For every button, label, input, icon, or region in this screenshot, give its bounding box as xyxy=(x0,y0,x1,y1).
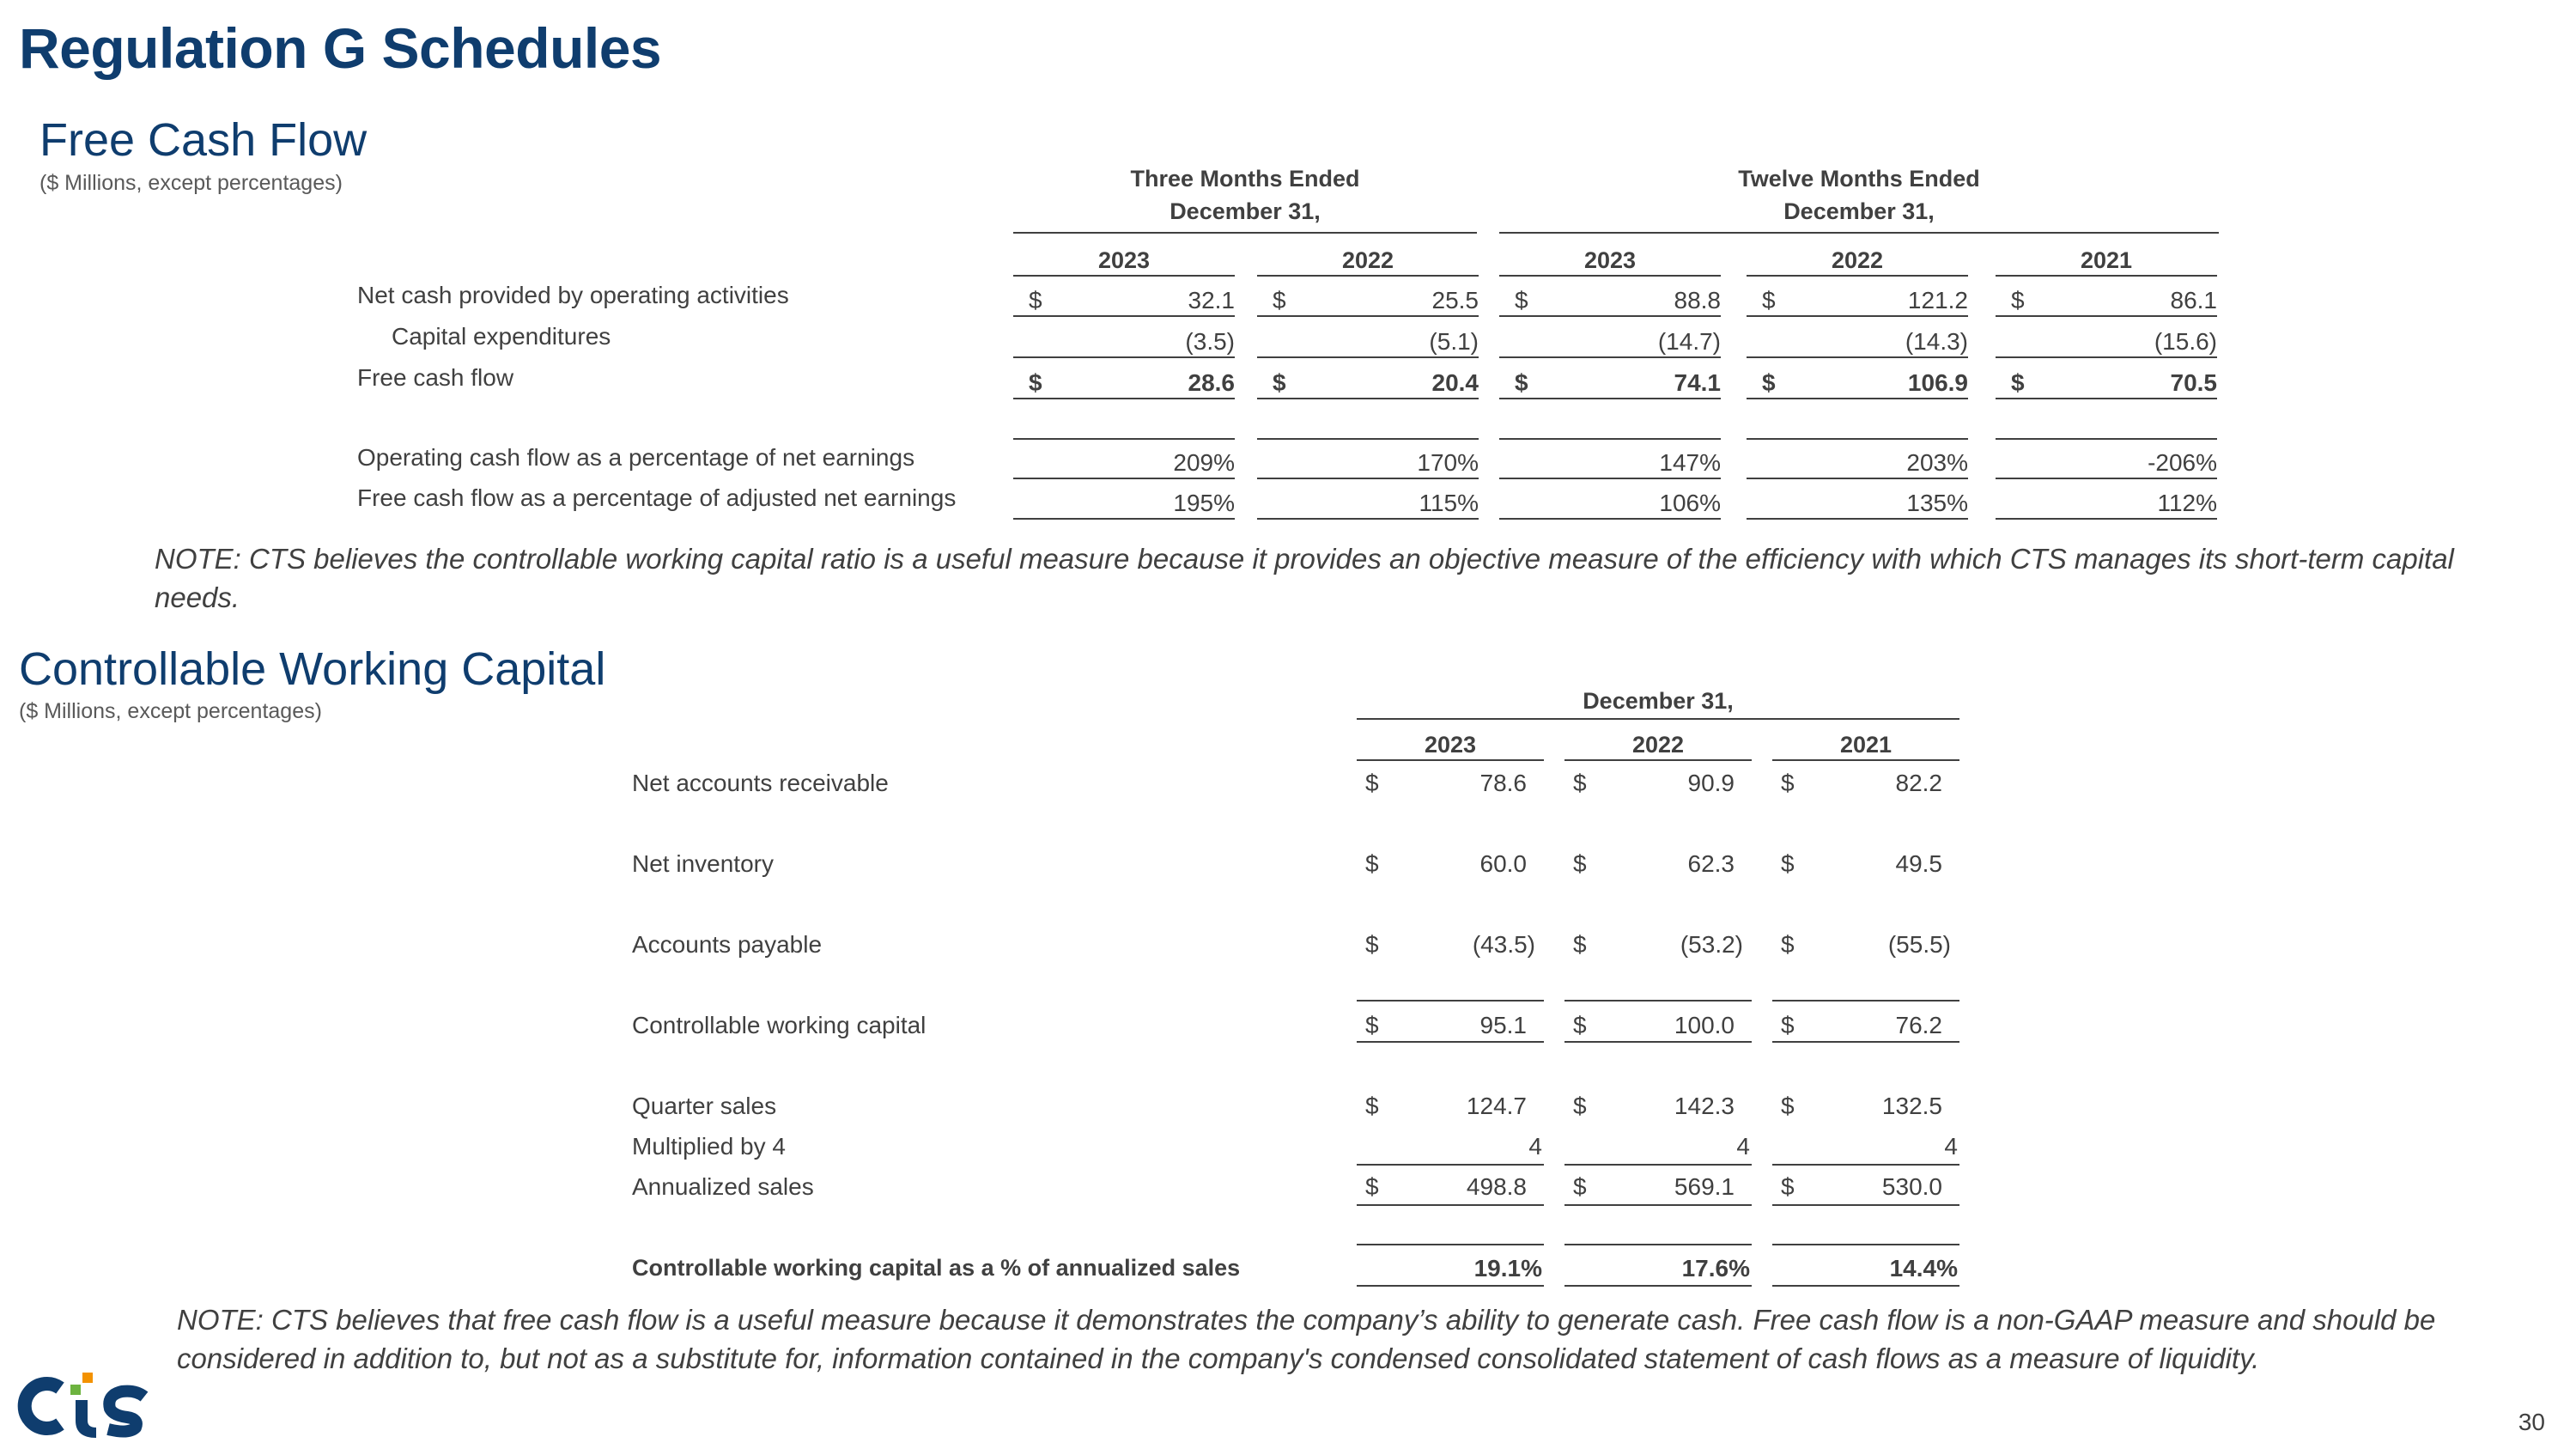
fcf-group-rule xyxy=(1013,232,1477,234)
cwc-rule xyxy=(1357,1041,1544,1043)
fcf-subtitle: ($ Millions, except percentages) xyxy=(39,171,343,195)
cwc-cell: $ (53.2) xyxy=(1573,931,1743,958)
fcf-cell: 115% xyxy=(1419,490,1479,516)
cwc-cell: $ 498.8 xyxy=(1365,1173,1527,1200)
cwc-rule xyxy=(1564,1204,1752,1206)
fcf-cell: $ 74.1 xyxy=(1515,369,1721,396)
cwc-row-label: Net accounts receivable xyxy=(632,770,889,796)
fcf-rule xyxy=(1257,275,1479,277)
fcf-rule xyxy=(1499,438,1721,440)
cwc-group-header: December 31, xyxy=(1583,688,1734,714)
fcf-cell: $ 88.8 xyxy=(1515,287,1721,314)
fcf-rule xyxy=(1996,275,2217,277)
fcf-rule xyxy=(1747,438,1968,440)
cwc-row-label: Net inventory xyxy=(632,850,774,877)
fcf-rule xyxy=(1499,478,1721,479)
fcf-year-header: 2022 xyxy=(1341,247,1394,273)
fcf-rule xyxy=(1013,438,1235,440)
cwc-rule xyxy=(1357,1244,1544,1245)
fcf-group-rule xyxy=(1499,232,2219,234)
cwc-rule xyxy=(1564,1244,1752,1245)
fcf-rule xyxy=(1013,315,1235,317)
cwc-rule xyxy=(1772,1164,1959,1166)
fcf-rule xyxy=(1257,438,1479,440)
cwc-rule xyxy=(1772,1204,1959,1206)
fcf-rule xyxy=(1996,315,2217,317)
fcf-cell: $ 121.2 xyxy=(1762,287,1968,314)
fcf-cell: 112% xyxy=(2157,490,2217,516)
cwc-row-label: Multiplied by 4 xyxy=(632,1133,786,1160)
cwc-rule xyxy=(1772,1244,1959,1245)
fcf-rule xyxy=(1013,356,1235,358)
cwc-rule xyxy=(1357,1164,1544,1166)
cwc-rule xyxy=(1772,1041,1959,1043)
cwc-cell: $ 60.0 xyxy=(1365,850,1527,877)
cts-logo xyxy=(15,1362,153,1440)
fcf-cell: 147% xyxy=(1659,449,1721,476)
fcf-rule xyxy=(1013,275,1235,277)
cwc-cell: $ 49.5 xyxy=(1781,850,1942,877)
cwc-cell: $ 76.2 xyxy=(1781,1012,1942,1038)
fcf-year-header: 2022 xyxy=(1831,247,1884,273)
cwc-rule xyxy=(1564,759,1752,761)
fcf-cell: 170% xyxy=(1417,449,1479,476)
cwc-cell: $ 82.2 xyxy=(1781,770,1942,796)
fcf-row-label: Free cash flow as a percentage of adjusted net earnings xyxy=(357,484,957,511)
fcf-rule xyxy=(1257,398,1479,399)
cwc-title: Controllable Working Capital xyxy=(19,643,606,695)
fcf-rule xyxy=(1013,518,1235,520)
cwc-rule xyxy=(1772,1000,1959,1002)
cwc-cell: $ 132.5 xyxy=(1781,1093,1942,1119)
cwc-rule xyxy=(1357,1000,1544,1002)
cwc-cell: $ 90.9 xyxy=(1573,770,1735,796)
cwc-rule xyxy=(1564,1000,1752,1002)
fcf-row-label: Free cash flow xyxy=(357,364,514,391)
fcf-cell: $ 86.1 xyxy=(2011,287,2217,314)
page-number: 30 xyxy=(2518,1409,2545,1435)
note-working-capital: NOTE: CTS believes the controllable working capital ratio is a useful measure because it provides an objective measure of the efficiency with which CTS manages its short-term capital needs. xyxy=(155,543,2454,613)
cwc-rule xyxy=(1564,1041,1752,1043)
fcf-rule xyxy=(1499,356,1721,358)
fcf-rule xyxy=(1499,518,1721,520)
fcf-rule xyxy=(1499,315,1721,317)
fcf-rule xyxy=(1013,398,1235,399)
cwc-cell: 17.6% xyxy=(1681,1255,1750,1282)
cwc-cell: $ 78.6 xyxy=(1365,770,1527,796)
cwc-cell: $ (55.5) xyxy=(1781,931,1951,958)
fcf-cell: (3.5) xyxy=(1185,328,1235,355)
cwc-cell: $ 569.1 xyxy=(1573,1173,1735,1200)
cwc-rule xyxy=(1772,1285,1959,1287)
cwc-year-header: 2021 xyxy=(1839,732,1893,758)
note-free-cash-flow: NOTE: CTS believes that free cash flow is a useful measure because it demonstrates the company’s ability to generate cash. Free cash flow is a non-GAAP measure and should be considered in addition to, but not as a substitute for, information contained in the company's condensed consolidated statement of cash flows as a measure of liquidity. xyxy=(177,1304,2436,1374)
fcf-cell: $ 28.6 xyxy=(1029,369,1235,396)
fcf-cell: (14.7) xyxy=(1657,328,1721,355)
cwc-rule xyxy=(1564,1285,1752,1287)
cwc-cell: 4 xyxy=(1528,1133,1542,1160)
fcf-cell: $ 25.5 xyxy=(1273,287,1479,314)
fcf-cell: $ 106.9 xyxy=(1762,369,1968,396)
fcf-rule xyxy=(1996,438,2217,440)
fcf-title: Free Cash Flow xyxy=(39,114,368,166)
fcf-rule xyxy=(1257,356,1479,358)
cwc-cell: 14.4% xyxy=(1889,1255,1958,1282)
fcf-cell: 195% xyxy=(1173,490,1235,516)
fcf-rule xyxy=(1747,478,1968,479)
fcf-rule xyxy=(1257,478,1479,479)
cwc-row-label: Quarter sales xyxy=(632,1093,777,1119)
fcf-rule xyxy=(1257,518,1479,520)
fcf-rule xyxy=(1996,398,2217,399)
fcf-cell: 135% xyxy=(1906,490,1968,516)
fcf-cell: 203% xyxy=(1906,449,1968,476)
cwc-year-header: 2023 xyxy=(1424,732,1477,758)
fcf-rule xyxy=(1996,356,2217,358)
cwc-cell: $ 124.7 xyxy=(1365,1093,1527,1119)
fcf-rule xyxy=(1257,315,1479,317)
fcf-year-header: 2023 xyxy=(1583,247,1637,273)
fcf-row-label: Net cash provided by operating activities xyxy=(357,282,789,308)
fcf-cell: (5.1) xyxy=(1429,328,1479,355)
cwc-cell: 4 xyxy=(1944,1133,1958,1160)
cwc-rule xyxy=(1357,1285,1544,1287)
fcf-year-header: 2023 xyxy=(1097,247,1151,273)
cwc-row-label: Controllable working capital xyxy=(632,1012,927,1038)
fcf-cell: $ 32.1 xyxy=(1029,287,1235,314)
cwc-cell: 19.1% xyxy=(1473,1255,1542,1282)
cwc-cell: $ 95.1 xyxy=(1365,1012,1527,1038)
cwc-cell: $ 62.3 xyxy=(1573,850,1735,877)
fcf-rule xyxy=(1499,398,1721,399)
fcf-rule xyxy=(1013,478,1235,479)
page-title: Regulation G Schedules xyxy=(19,16,662,80)
fcf-cell: 106% xyxy=(1659,490,1721,516)
fcf-rule xyxy=(1747,315,1968,317)
fcf-rule xyxy=(1747,398,1968,399)
fcf-cell: 209% xyxy=(1173,449,1235,476)
fcf-group-header-twelve-months: Twelve Months Ended December 31, xyxy=(1738,166,1980,224)
cwc-row-label: Annualized sales xyxy=(632,1173,814,1200)
cwc-rule xyxy=(1357,759,1544,761)
fcf-rule xyxy=(1996,518,2217,520)
cwc-row-label: Accounts payable xyxy=(632,931,823,958)
fcf-year-header: 2021 xyxy=(2080,247,2133,273)
fcf-rule xyxy=(1996,478,2217,479)
fcf-cell: (14.3) xyxy=(1905,328,1968,355)
fcf-cell: (15.6) xyxy=(2154,328,2217,355)
fcf-rule xyxy=(1747,518,1968,520)
cwc-cell: 4 xyxy=(1736,1133,1750,1160)
cwc-cell: $ 142.3 xyxy=(1573,1093,1735,1119)
cwc-cell: $ 530.0 xyxy=(1781,1173,1942,1200)
cwc-subtitle: ($ Millions, except percentages) xyxy=(19,699,322,723)
cwc-rule xyxy=(1357,1204,1544,1206)
fcf-row-label: Capital expenditures xyxy=(392,323,611,350)
fcf-rule xyxy=(1747,356,1968,358)
fcf-cell: $ 20.4 xyxy=(1273,369,1479,396)
fcf-cell: $ 70.5 xyxy=(2011,369,2217,396)
fcf-cell: -206% xyxy=(2148,449,2217,476)
cwc-rule xyxy=(1564,1164,1752,1166)
cwc-cell: $ 100.0 xyxy=(1573,1012,1735,1038)
cwc-row-label: Controllable working capital as a % of annualized sales xyxy=(632,1255,1241,1281)
fcf-rule xyxy=(1747,275,1968,277)
cwc-group-rule xyxy=(1357,718,1959,720)
cwc-rule xyxy=(1772,759,1959,761)
cwc-year-header: 2022 xyxy=(1631,732,1685,758)
cwc-cell: $ (43.5) xyxy=(1365,931,1535,958)
fcf-rule xyxy=(1499,275,1721,277)
fcf-group-header-three-months: Three Months Ended December 31, xyxy=(1130,166,1360,224)
fcf-row-label: Operating cash flow as a percentage of net earnings xyxy=(357,444,915,471)
